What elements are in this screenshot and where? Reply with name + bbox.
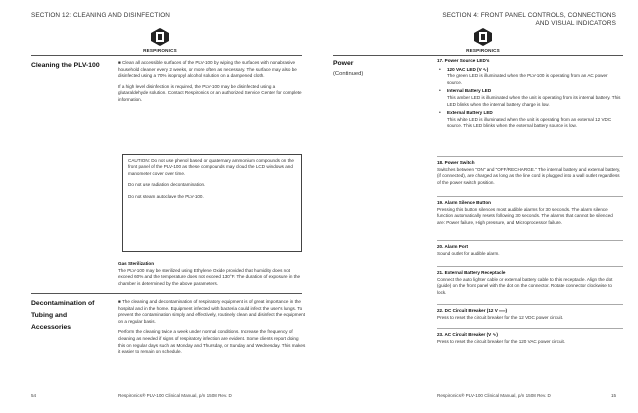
- item-20: [437, 244, 622, 257]
- divider: [437, 156, 623, 157]
- gas-sterilization: [118, 261, 306, 287]
- divider: [437, 196, 623, 197]
- page-footer: Respironics® PLV-100 Clinical Manual, p/n 1508 Rev. D: [437, 393, 551, 398]
- divider: [437, 328, 623, 329]
- caution-text-3: Do not steam autoclave the PLV-100.: [128, 193, 204, 199]
- item-23: [437, 332, 622, 345]
- item-20-title: 20. Alarm Port: [437, 244, 468, 249]
- bullet-internal-battery-label: • Internal Battery LED: [447, 88, 492, 94]
- item-23-text: Press to reset the circuit breaker for the 120 VAC power circuit.: [437, 338, 566, 344]
- cleaning-paragraph-1: ■ Clean all accessible surfaces of the PLV-100 by wiping the surfaces with nonabrasive household cleaner every 2 weeks, or more often as necessary. The surface may also be disinfected using a 70% isopropyl alcohol solution on a dampened cloth.: [118, 60, 297, 79]
- decontamination-paragraph-1: ■ The cleaning and decontamination of respiratory equipment is of great importance in the hospital and in the home. Equipment infected with bacteria could infect the user's lungs. To prevent the contamination simply and effectively, routinely clean and disinfect the equipment on a regular basis.: [118, 299, 306, 324]
- divider: [437, 304, 623, 305]
- item-19-title: 19. Alarm Silence Button: [437, 200, 491, 205]
- cleaning-paragraph-2: If a high level disinfection is required, the PLV-100 may be disinfected using a glutaraldehyde solution. Contact Respironics or an authorized Service Center for complete information.: [118, 83, 302, 102]
- item-17-title: 17. Power Source LED's: [437, 58, 490, 63]
- item-22-text: Press to reset the circuit breaker for the 12 VDC power circuit.: [437, 314, 564, 320]
- item-18-text: Switches between "ON" and "OFF/RECHARGE." The internal battery and external battery, (if connected), are charged as long as the line cord is plugged into a wall outlet regardless of the power switch position.: [437, 166, 621, 185]
- gas-sterilization-text: The PLV-100 may be sterilized using Ethylene Oxide provided that humidity does not exceed 60% and the temperature does not exceed 130°F. The duration of exposure in the chamber is determined by the above parameters.: [118, 267, 301, 286]
- respironics-logo: [143, 27, 177, 53]
- page-number: 54: [31, 393, 37, 398]
- divider: [31, 55, 302, 56]
- item-21-text: Connect the auto lighter cable or external battery cable to this receptacle. Align the dot (guide) on the front panel with the dot on the connector. Rotate connector clockwise to lock.: [437, 276, 613, 295]
- item-19: [437, 200, 622, 226]
- logo-wordmark: RESPIRONICS: [143, 48, 177, 53]
- respironics-logo-icon: [149, 27, 171, 47]
- item-19-text: Pressing this button silences most audible alarms for 30 seconds. The alarm silence function automatically resets following 30 seconds. The alarms that cannot be silenced are: Power failure, High pressure, and Microprocessor failure.: [437, 206, 613, 225]
- bullet-external-battery-text: This white LED is illuminated when the unit is operating from an external 12 VDC source. This LED blinks when the external battery source is low.: [447, 116, 612, 129]
- decontamination-title-line-2: Tubing and: [31, 312, 68, 319]
- item-23-title: 23. AC Circuit Breaker (V ∿): [437, 332, 498, 337]
- gas-sterilization-title: Gas Sterilization: [118, 261, 154, 266]
- section-header-line-2: AND VISUAL INDICATORS: [535, 20, 616, 27]
- bullet-internal-battery-led: [437, 88, 622, 108]
- respironics-logo: [466, 27, 500, 53]
- bullet-ac-led: [437, 67, 622, 87]
- decontamination-title-line-3: Accessories: [31, 324, 72, 331]
- logo-wordmark: RESPIRONICS: [466, 48, 500, 53]
- section-header: SECTION 12: CLEANING AND DISINFECTION: [31, 12, 170, 19]
- decontamination-title-line-1: Decontamination of: [31, 300, 95, 307]
- bullet-ac-led-text: The green LED is illuminated when the PLV-100 is operating from an AC power source.: [447, 73, 608, 85]
- divider: [437, 240, 623, 241]
- caution-text-2: Do not use radiation decontamination.: [128, 182, 206, 188]
- respironics-logo-icon: [472, 27, 494, 47]
- decontamination-paragraph-2: Perform the cleaning twice a week under normal conditions. Increase the frequency of cleaning as needed if signs of respiratory infection are evident. Some clients report doing this on regular days such as Monday and Thursday, or Sunday and Wednesday. This makes it easier to remain on schedule.: [118, 329, 306, 355]
- page-footer: Respironics® PLV-100 Clinical Manual, p/n 1508 Rev. D: [118, 393, 232, 398]
- divider: [31, 293, 302, 294]
- decontamination-title: [31, 298, 94, 334]
- power-subtitle: (Continued): [333, 71, 364, 77]
- item-22-title: 22. DC Circuit Breaker (12 V ══): [437, 308, 508, 313]
- bullet-external-battery-label: • External Battery LED: [447, 110, 493, 116]
- power-title: Power: [333, 60, 354, 67]
- page-number: 15: [611, 393, 617, 398]
- item-20-text: Sound outlet for audible alarm.: [437, 250, 500, 256]
- bullet-external-battery-led: [437, 110, 622, 130]
- item-17: [437, 58, 622, 130]
- section-header: [416, 12, 616, 28]
- item-18: [437, 160, 622, 186]
- divider: [333, 55, 623, 56]
- item-18-title: 18. Power Switch: [437, 160, 475, 165]
- bullet-internal-battery-text: This amber LED is illuminated when the unit is operating from its internal battery. This LED blinks when the internal battery charge is low.: [447, 94, 621, 107]
- right-page: [319, 0, 638, 413]
- cleaning-title: Cleaning the PLV-100: [31, 62, 100, 69]
- bullet-ac-led-label: • 120 VAC LED (V ∿): [447, 66, 489, 72]
- cleaning-text: [118, 60, 306, 108]
- divider: [437, 266, 623, 267]
- section-header-line-1: SECTION 4: FRONT PANEL CONTROLS, CONNECTIONS: [442, 12, 616, 19]
- item-21: [437, 270, 622, 296]
- item-22: [437, 308, 622, 321]
- caution-box: [122, 154, 302, 252]
- caution-text-1: CAUTION: Do not use phenol based or quaternary ammonium compounds on the front panel of the PLV-100 as these compounds may cloud the LCD windows and manometer cover over time.: [128, 158, 294, 176]
- decontamination-text: [118, 299, 306, 360]
- item-21-title: 21. External Battery Receptacle: [437, 270, 506, 275]
